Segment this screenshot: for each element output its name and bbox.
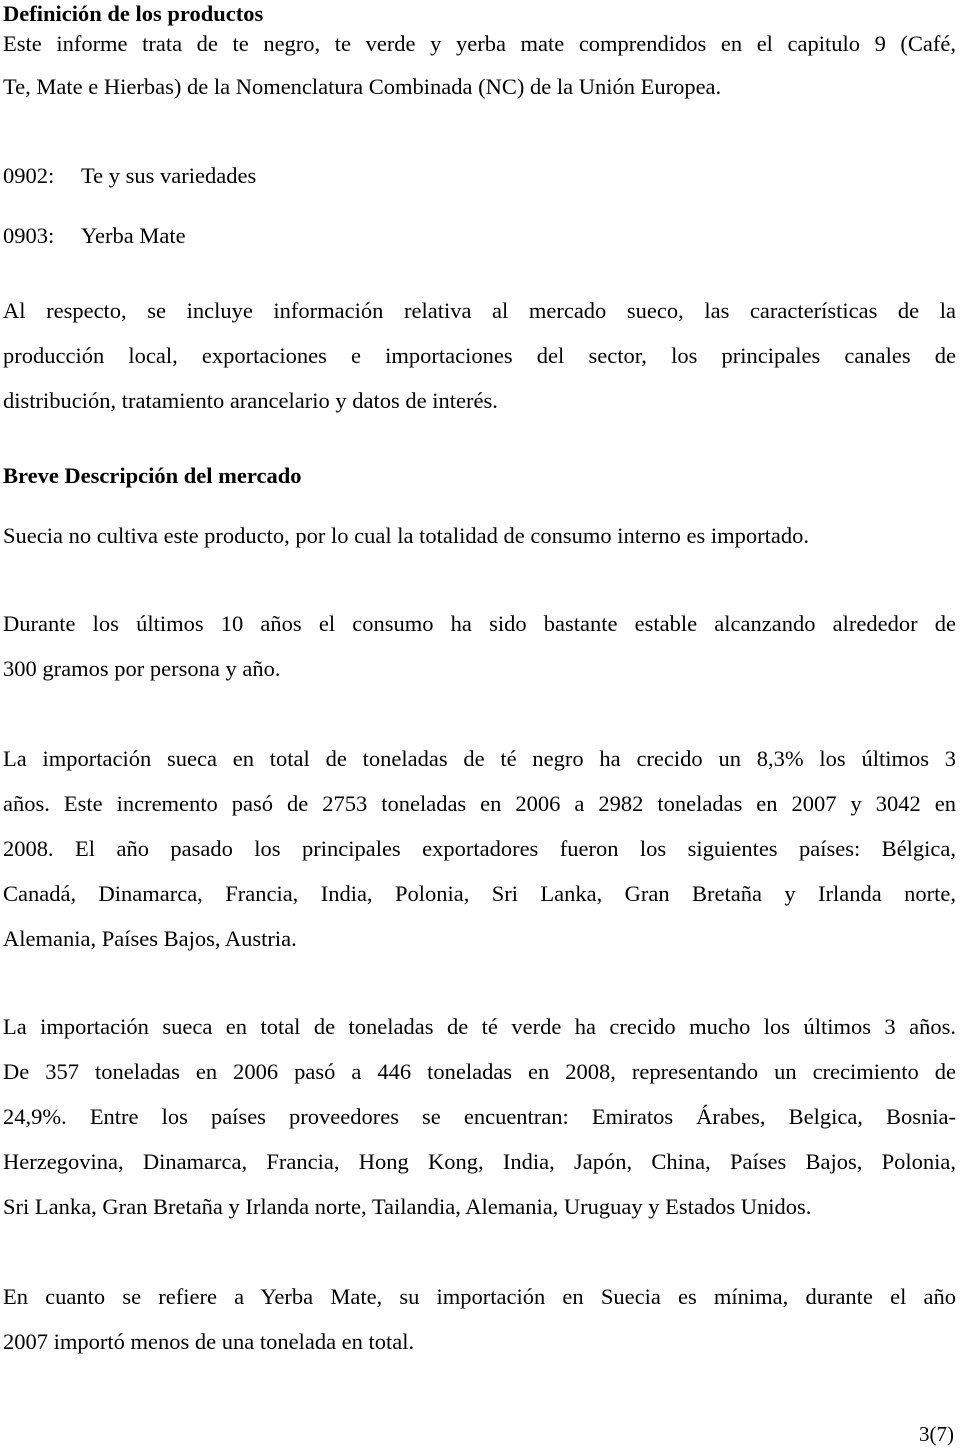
section-heading-breve: Breve Descripción del mercado [3, 463, 302, 488]
paragraph-line: años. Este incremento pasó de 2753 toneladas en 2006 a 2982 toneladas en 2007 y 3042 en [3, 791, 956, 816]
code-description: Yerba Mate [81, 223, 186, 248]
code-label: 0902: [3, 163, 55, 188]
paragraph-line: producción local, exportaciones e importaciones del sector, los principales canales de [3, 343, 956, 368]
paragraph-line: Durante los últimos 10 años el consumo ha sido bastante estable alcanzando alrededor de [3, 611, 956, 636]
paragraph-line: De 357 toneladas en 2006 pasó a 446 toneladas en 2008, representando un crecimiento de [3, 1059, 956, 1084]
paragraph-line: distribución, tratamiento arancelario y datos de interés. [3, 388, 498, 413]
paragraph-line: 24,9%. Entre los países proveedores se encuentran: Emiratos Árabes, Belgica, Bosnia- [3, 1104, 956, 1129]
section-heading-definicion: Definición de los productos [3, 1, 264, 26]
page-number: 3(7) [919, 1422, 954, 1446]
code-entry [3, 225, 186, 248]
paragraph-line: En cuanto se refiere a Yerba Mate, su importación en Suecia es mínima, durante el año [3, 1284, 956, 1309]
paragraph-line: La importación sueca en total de toneladas de té verde ha crecido mucho los últimos 3 años. [3, 1014, 956, 1039]
paragraph-line: Suecia no cultiva este producto, por lo cual la totalidad de consumo interno es importado. [3, 523, 810, 548]
code-entry [3, 165, 256, 188]
code-description: Te y sus variedades [81, 163, 257, 188]
paragraph-line: La importación sueca en total de toneladas de té negro ha crecido un 8,3% los últimos 3 [3, 746, 956, 771]
paragraph-line: 2008. El año pasado los principales exportadores fueron los siguientes países: Bélgica, [3, 836, 956, 861]
paragraph-line: Alemania, Países Bajos, Austria. [3, 926, 297, 951]
paragraph-line: 300 gramos por persona y año. [3, 656, 281, 681]
paragraph-line: Te, Mate e Hierbas) de la Nomenclatura Combinada (NC) de la Unión Europea. [3, 74, 722, 99]
paragraph-line: Sri Lanka, Gran Bretaña y Irlanda norte, Tailandia, Alemania, Uruguay y Estados Unidos. [3, 1194, 812, 1219]
paragraph-line: Canadá, Dinamarca, Francia, India, Polonia, Sri Lanka, Gran Bretaña y Irlanda norte, [3, 881, 956, 906]
code-label: 0903: [3, 223, 55, 248]
paragraph-line: Al respecto, se incluye información relativa al mercado sueco, las características de la [3, 298, 956, 323]
paragraph-line: Herzegovina, Dinamarca, Francia, Hong Kong, India, Japón, China, Países Bajos, Polonia, [3, 1149, 956, 1174]
paragraph-line: 2007 importó menos de una tonelada en total. [3, 1329, 415, 1354]
paragraph-line: Este informe trata de te negro, te verde y yerba mate comprendidos en el capitulo 9 (Café, [3, 31, 956, 56]
